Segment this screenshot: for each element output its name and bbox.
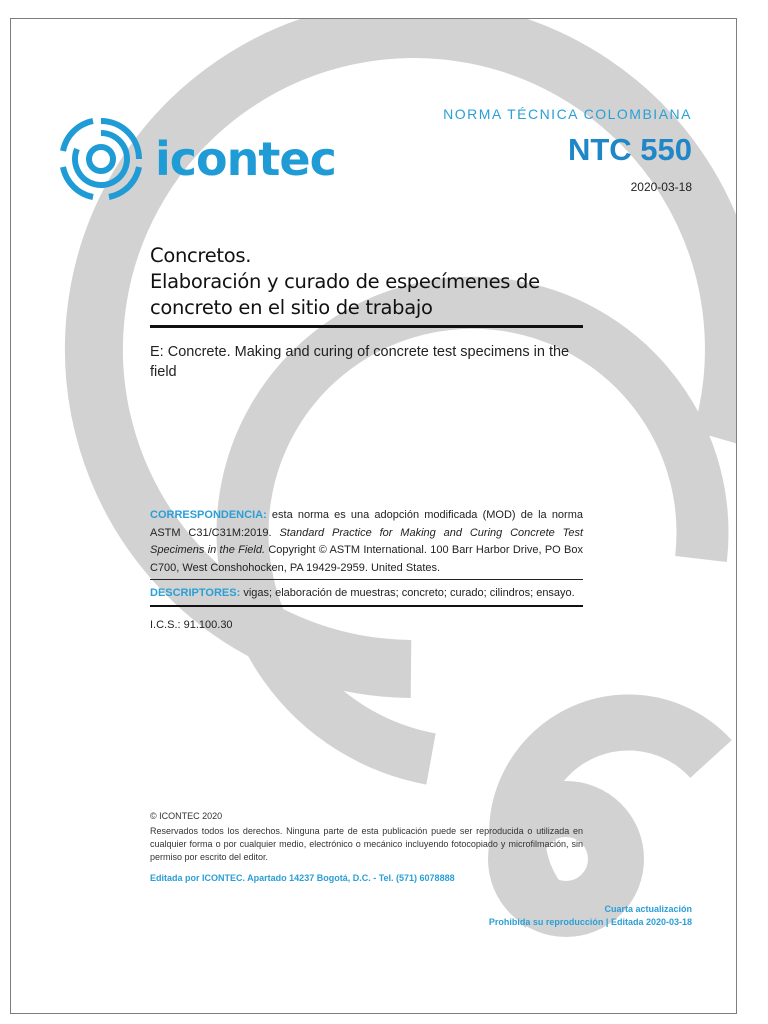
english-title: E: Concrete. Making and curing of concrete test specimens in the field: [150, 344, 570, 380]
descriptors-bottom-divider: [150, 605, 583, 607]
footer-edition-info: [489, 903, 692, 929]
correspondence-text: esta norma es una adopción modificada (MOD) de la norma ASTM C31/C31M:2019.: [150, 509, 583, 539]
descriptors-text: vigas; elaboración de muestras; concreto; curado; cilindros; ensayo.: [243, 587, 575, 599]
rights-reserved-text: Reservados todos los derechos. Ninguna parte de esta publicación puede ser reproducida o utilizada en cualquier forma o por cualquier medio, electrónico o mecánico incluyendo fotocopiado y microfilmación, sin permiso por escrito del editor.: [150, 826, 583, 862]
title-line: Concretos.: [150, 244, 252, 267]
title-line: Elaboración y curado de especímenes de: [150, 270, 540, 293]
copyright-line: © ICONTEC 2020: [150, 811, 223, 821]
edition-date: Editada 2020-03-18: [610, 917, 692, 927]
standard-date: 2020-03-18: [630, 180, 692, 194]
standard-label: NORMA TÉCNICA COLOMBIANA: [443, 106, 692, 122]
copyright-block: [150, 810, 583, 864]
correspondence-paragraph: [150, 507, 583, 577]
update-label: Cuarta actualización: [604, 904, 692, 914]
correspondence-copyright: Copyright © ASTM International. 100 Barr Harbor Drive, PO Box C700, West Conshohocken, PA 19429-2959. United States.: [150, 544, 583, 574]
logo-text: icontec: [155, 132, 336, 186]
correspondence-title-italic: Standard Practice for Making and Curing Concrete Test Specimens in the Field.: [150, 526, 583, 556]
footer-separator: |: [605, 917, 609, 927]
edited-by-line: Editada por ICONTEC. Apartado 14237 Bogotá, D.C. - Tel. (571) 6078888: [150, 873, 455, 883]
ics-code: I.C.S.: 91.100.30: [150, 619, 233, 631]
icontec-logo: [59, 117, 336, 201]
reproduction-notice: Prohibida su reproducción: [488, 917, 604, 927]
descriptors-line: [150, 587, 583, 599]
title-divider: [150, 325, 583, 328]
correspondence-label: CORRESPONDENCIA:: [150, 509, 267, 521]
document-title: [150, 243, 590, 321]
descriptors-top-divider: [150, 579, 583, 580]
footer-line: [489, 916, 692, 929]
icontec-symbol-icon: [59, 117, 143, 201]
title-line: concreto en el sitio de trabajo: [150, 296, 433, 319]
descriptors-label: DESCRIPTORES:: [150, 587, 241, 599]
document-page: [10, 18, 737, 1014]
standard-code: NTC 550: [567, 132, 692, 167]
